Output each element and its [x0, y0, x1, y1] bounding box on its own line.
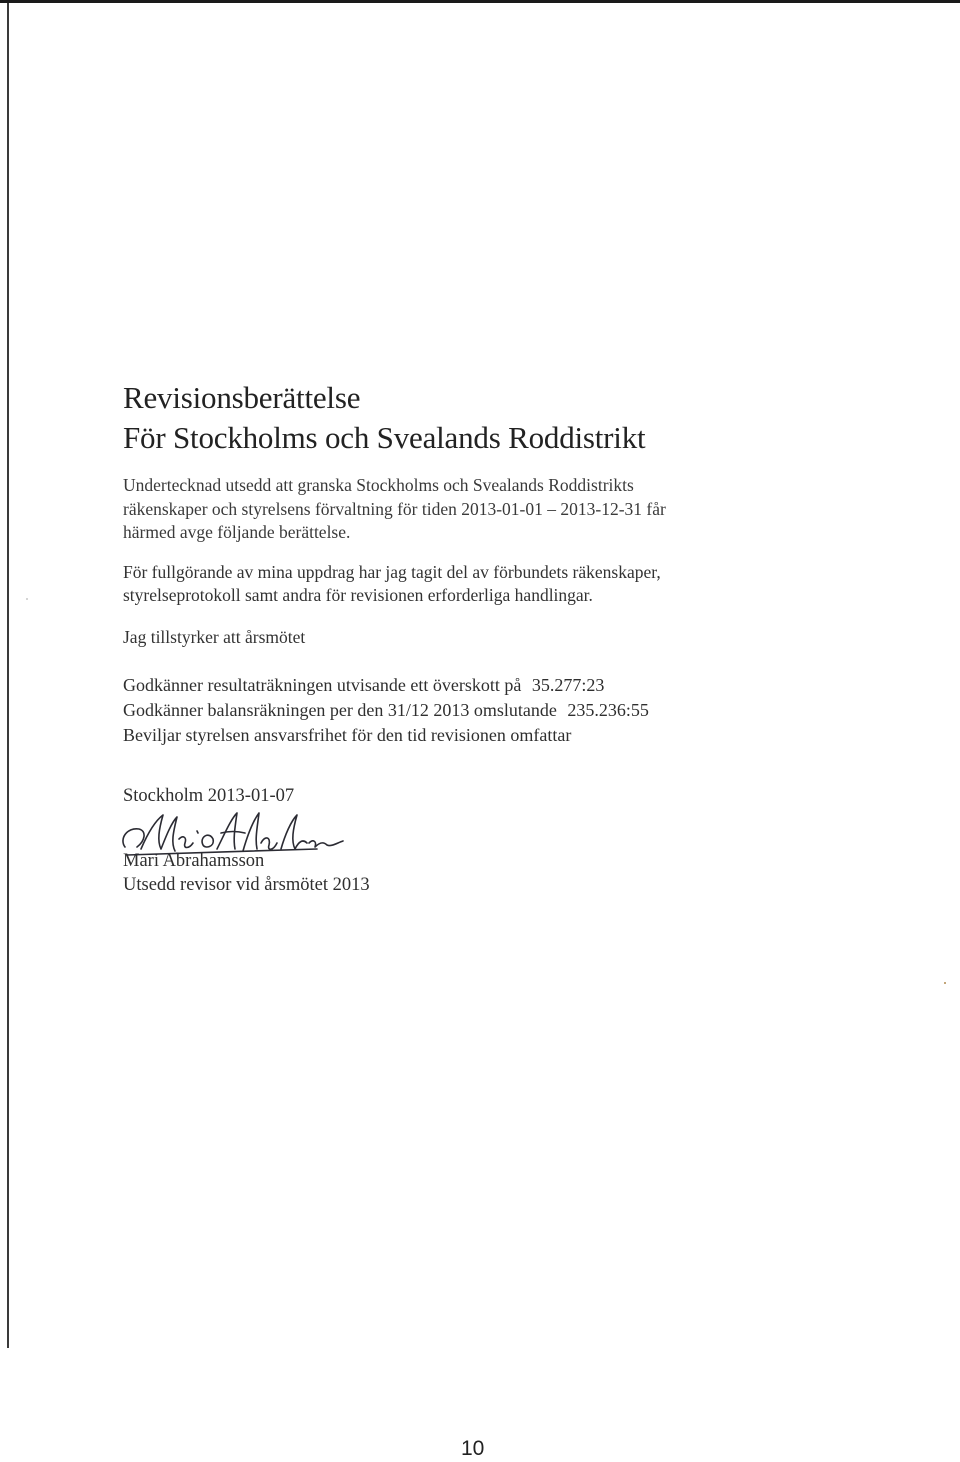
intro-line: Undertecknad utsedd att granska Stockholms och Svealands Roddistrikts	[123, 475, 634, 495]
decision-item	[123, 673, 823, 698]
scope-paragraph	[123, 561, 823, 608]
recommendation-paragraph: Jag tillstyrker att årsmötet	[123, 626, 306, 647]
signer-name: Mari Abrahamsson	[123, 851, 265, 871]
signer-role: Utsedd revisor vid årsmötet 2013	[123, 875, 370, 895]
scan-speck	[26, 598, 28, 600]
decision-text: Beviljar styrelsen ansvarsfrihet för den tid revisionen omfattar	[123, 725, 572, 745]
report-title-line1: Revisionsberättelse	[123, 380, 361, 415]
handwritten-signature	[117, 809, 357, 865]
signature-area	[123, 813, 823, 861]
scope-line: styrelseprotokoll samt andra för revisionen erforderliga handlingar.	[123, 585, 593, 605]
intro-paragraph	[123, 474, 823, 545]
scope-line: För fullgörande av mina uppdrag har jag tagit del av förbundets räkenskaper,	[123, 561, 661, 582]
decision-list	[123, 673, 823, 748]
intro-line: räkenskaper och styrelsens förvaltning för tiden 2013-01-01 – 2013-12-31 får	[123, 498, 666, 519]
scan-border-left	[7, 3, 9, 1348]
decision-text: Godkänner balansräkningen per den 31/12 2013 omslutande	[123, 700, 557, 720]
decision-amount: 235.236:55	[567, 700, 649, 720]
scan-border-top	[0, 0, 960, 3]
report-title	[123, 378, 823, 458]
report-title-line2: För Stockholms och Svealands Roddistrikt	[123, 420, 646, 455]
decision-item	[123, 698, 823, 723]
page-number: 10	[461, 1437, 485, 1460]
scan-speck	[944, 982, 946, 984]
intro-line: härmed avge följande berättelse.	[123, 522, 351, 542]
audit-report	[123, 378, 823, 897]
decision-text: Godkänner resultaträkningen utvisande ett överskott på	[123, 675, 522, 695]
place-date: Stockholm 2013-01-07	[123, 786, 295, 806]
decision-amount: 35.277:23	[531, 675, 605, 695]
decision-item	[123, 723, 823, 748]
